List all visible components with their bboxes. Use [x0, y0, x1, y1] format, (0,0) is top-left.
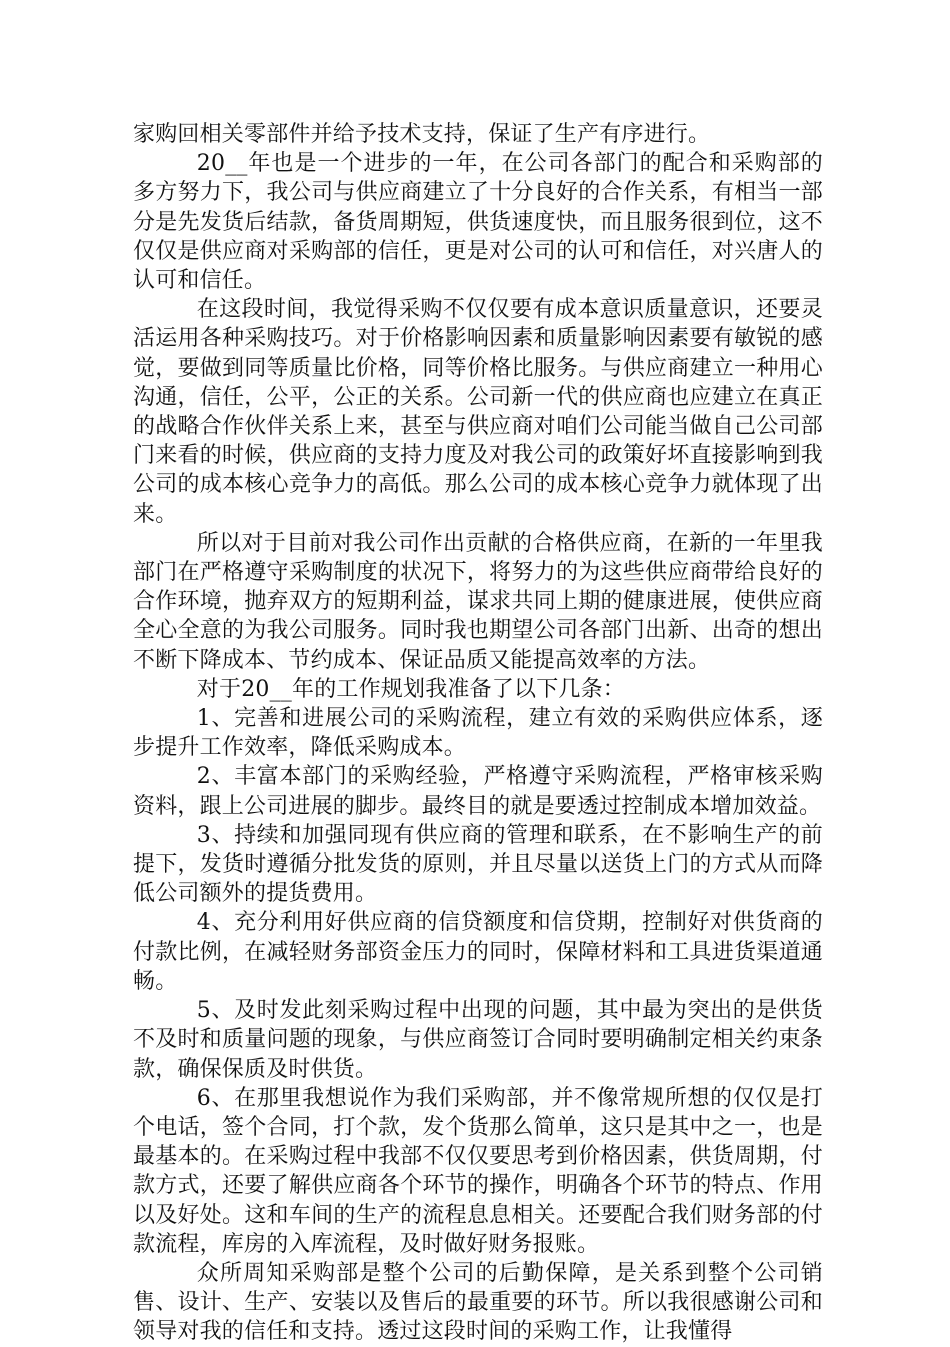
- paragraph-plan-item-5: 5、及时发此刻采购过程中出现的问题，其中最为突出的是供货不及时和质量问题的现象，与供应商签订合同时要明确制定相关约束条款，确保保质及时供货。: [133, 998, 823, 1082]
- paragraph-qualified-suppliers: 所以对于目前对我公司作出贡献的合格供应商，在新的一年里我部门在严格遵守采购制度的状况下，将努力的为这些供应商带给良好的合作环境，抛弃双方的短期利益，谋求共同上期的健康进展，使供应商全心全意的为我公司服务。同时我也期望公司各部门出新、出奇的想出不断下降成本、节约成本、保证品质又能提高效率的方法。: [133, 530, 823, 673]
- paragraph-plan-item-6: 6、在那里我想说作为我们采购部，并不像常规所想的仅仅是打个电话，签个合同，打个款，发个货那么简单，这只是其中之一，也是最基本的。在采购过程中我部不仅仅要思考到价格因素，供货周期，付款方式，还要了解供应商各个环节的操作，明确各个环节的特点、作用以及好处。这和车间的生产的流程息息相关。还要配合我们财务部的付款流程，库房的入库流程，及时做好财务报账。: [133, 1085, 823, 1257]
- paragraph-plan-item-3: 3、持续和加强同现有供应商的管理和联系，在不影响生产的前提下，发货时遵循分批发货的原则，并且尽量以送货上门的方式从而降低公司额外的提货费用。: [133, 822, 823, 907]
- paragraph-plan-item-1: 1、完善和进展公司的采购流程，建立有效的采购供应体系，逐步提升工作效率，降低采购成本。: [133, 706, 823, 761]
- document-body: [133, 120, 823, 1347]
- paragraph-work-plan-intro: 对于20__年的工作规划我准备了以下几条：: [196, 676, 625, 702]
- paragraph-logistics-support: 众所周知采购部是整个公司的后勤保障，是关系到整个公司销售、设计、生产、安装以及售后的最重要的环节。所以我很感谢公司和领导对我的信任和支持。透过这段时间的采购工作，让我懂得: [133, 1260, 823, 1345]
- paragraph-plan-item-2: 2、丰富本部门的采购经验，严格遵守采购流程，严格审核采购资料，跟上公司进展的脚步。最终目的就是要透过控制成本增加效益。: [133, 764, 823, 819]
- paragraph-progress-year: 20__年也是一个进步的一年，在公司各部门的配合和采购部的多方努力下，我公司与供应商建立了十分良好的合作关系，有相当一部分是先发货后结款，备货周期短，供货速度快，而且服务很到位，这不仅仅是供应商对采购部的信任，更是对公司的认可和信任，对兴唐人的认可和信任。: [133, 151, 823, 294]
- paragraph-plan-item-4: 4、充分利用好供应商的信贷额度和信贷期，控制好对供货商的付款比例，在减轻财务部资金压力的同时，保障材料和工具进货渠道通畅。: [133, 910, 823, 994]
- paragraph-continuation: 家购回相关零部件并给予技术支持，保证了生产有序进行。: [133, 122, 711, 147]
- paragraph-procurement-awareness: 在这段时间，我觉得采购不仅仅要有成本意识质量意识，还要灵活运用各种采购技巧。对于价格影响因素和质量影响因素要有敏锐的感觉，要做到同等质量比价格，同等价格比服务。与供应商建立一种用心沟通，信任，公平，公正的关系。公司新一代的供应商也应建立在真正的战略合作伙伴关系上来，甚至与供应商对咱们公司能当做自己公司部门来看的时候，供应商的支持力度及对我公司的政策好坏直接影响到我公司的成本核心竞争力的高低。那么公司的成本核心竞争力就体现了出来。: [133, 297, 823, 527]
